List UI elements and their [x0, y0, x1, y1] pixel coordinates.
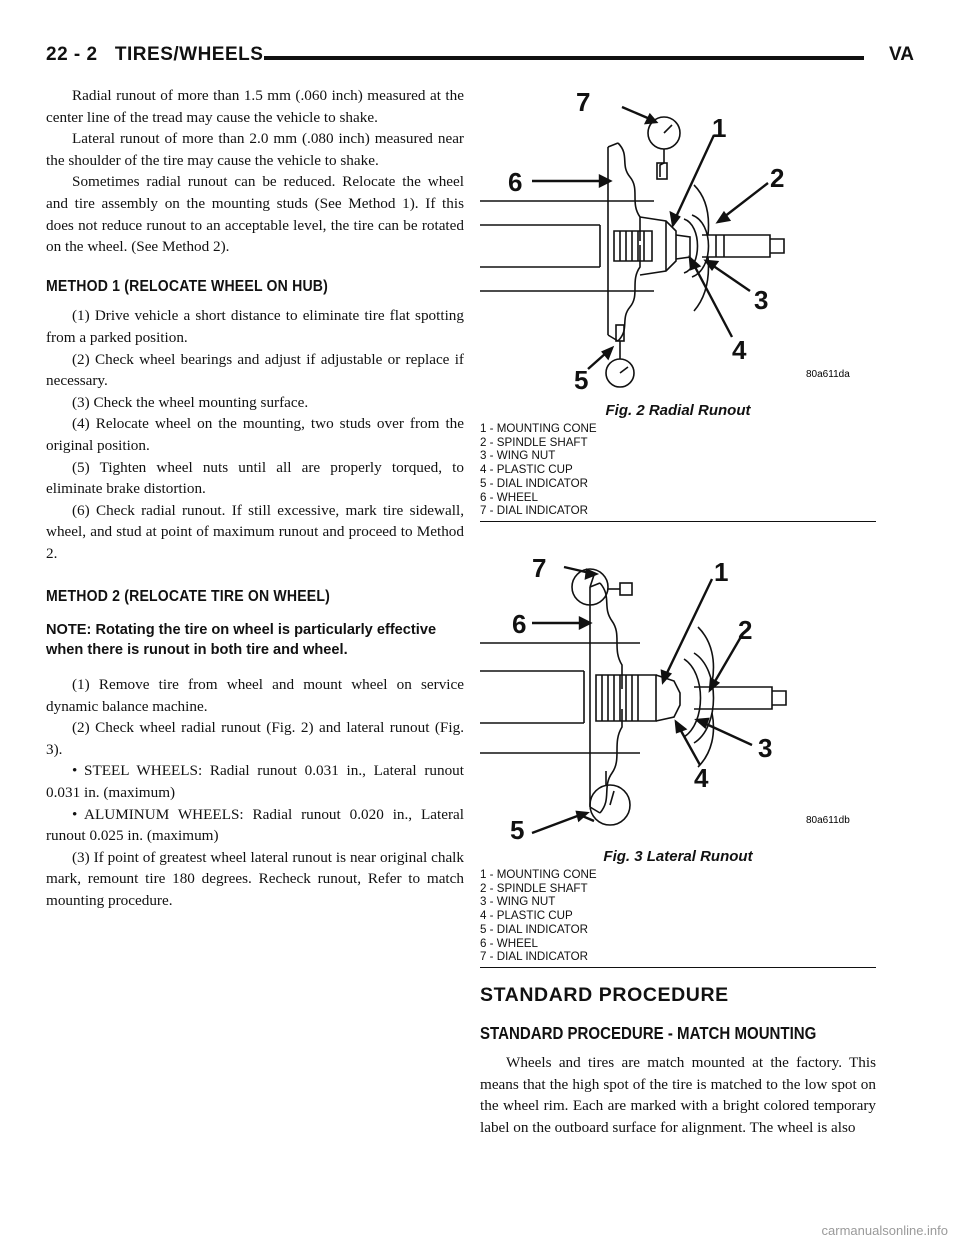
bullet-steel-text: STEEL WHEELS: Radial runout 0.031 in., Lateral runout 0.031 in. (maximum) [46, 762, 464, 802]
match-mounting-text: Wheels and tires are match mounted at the factory. This means that the high spot of the tire is matched to the low spot on the wheel rim. Each are marked with a bright colored temporary label on the outboard surface for alignment. The wheel is also [480, 1053, 876, 1136]
fig3-callout-6: 6 [512, 609, 527, 639]
fig2-callout-5: 5 [574, 365, 589, 391]
paragraph-relocate: Sometimes radial runout can be reduced. Relocate the wheel and tire assembly on the mounting studs (See Method 1). If this does not reduce runout to an acceptable level, the tire can be rotated on the wheel. (See Method 2). [46, 173, 464, 256]
fig2-legend-item: 3 - WING NUT [480, 449, 556, 463]
header-section-label: 22 - 2 TIRES/WHEELS [46, 44, 264, 65]
fig2-callout-4: 4 [732, 335, 747, 365]
fig2-callout-3: 3 [754, 285, 769, 315]
bullet-aluminum-text: ALUMINUM WHEELS: Radial runout 0.020 in., Lateral runout 0.025 in. (maximum) [46, 805, 464, 845]
fig3-legend-item: 4 - PLASTIC CUP [480, 909, 573, 923]
fig3-callout-5: 5 [510, 815, 525, 841]
method-1-step-5: (5) Tighten wheel nuts until all are properly torqued, to eliminate brake distortion. [46, 458, 464, 498]
fig2-legend [480, 422, 876, 518]
header-rule [264, 56, 864, 60]
fig3-callout-1: 1 [714, 557, 729, 587]
fig2-legend-item: 4 - PLASTIC CUP [480, 463, 573, 477]
fig2-callout-1: 1 [712, 113, 727, 143]
note-text: NOTE: Rotating the tire on wheel is particularly effective when there is runout in both tire and wheel. [46, 622, 437, 659]
method-2-step-2: (2) Check wheel radial runout (Fig. 2) and lateral runout (Fig. 3). [46, 719, 464, 758]
bullet-aluminum-wheels [46, 804, 464, 847]
fig3-legend-item: 2 - SPINDLE SHAFT [480, 881, 588, 895]
fig2-legend-item: 7 - DIAL INDICATOR [480, 504, 589, 518]
fig2-legend-item: 5 - DIAL INDICATOR [480, 476, 589, 490]
fig3-legend [480, 868, 876, 964]
method-1-heading: METHOD 1 (RELOCATE WHEEL ON HUB) [46, 277, 329, 295]
fig2-legend-item: 1 - MOUNTING CONE [480, 422, 597, 435]
fig3-callout-4: 4 [694, 763, 709, 793]
method-1-step-1: (1) Drive vehicle a short distance to eliminate tire flat spotting from a parked position. [46, 307, 464, 346]
method-1-step-3: (3) Check the wheel mounting surface. [72, 393, 309, 411]
fig3-image-code: 80a611db [806, 815, 850, 826]
method-1-step-2: (2) Check wheel bearings and adjust if adjustable or replace if necessary. [46, 350, 464, 390]
method-2-heading: METHOD 2 (RELOCATE TIRE ON WHEEL) [46, 588, 331, 606]
fig2-rule [480, 521, 876, 522]
fig3-callout-3: 3 [758, 733, 773, 763]
figure-3 [480, 557, 876, 968]
fig2-legend-item: 2 - SPINDLE SHAFT [480, 435, 588, 449]
fig3-legend-item: 7 - DIAL INDICATOR [480, 950, 589, 964]
fig2-callout-7: 7 [576, 87, 591, 117]
bullet-dot: • [72, 805, 78, 823]
method-1-step-6: (6) Check radial runout. If still excessive, mark tire sidewall, wheel, and stud at point of maximum runout and proceed to Method 2. [46, 501, 464, 562]
watermark: carmanualsonline.info [821, 1223, 948, 1238]
fig3-rule [480, 967, 876, 968]
bullet-dot: • [72, 762, 78, 780]
standard-procedure-section [480, 984, 876, 1138]
fig3-legend-item: 3 - WING NUT [480, 895, 556, 909]
fig3-callout-2: 2 [738, 615, 753, 645]
fig2-image-code: 80a611da [806, 369, 850, 380]
lateral-runout-illustration [480, 557, 876, 841]
page-header [46, 44, 914, 74]
fig3-legend-item: 1 - MOUNTING CONE [480, 868, 597, 881]
paragraph-radial: Radial runout of more than 1.5 mm (.060 inch) measured at the center line of the tread may cause the vehicle to shake. [46, 87, 464, 126]
left-column [46, 85, 464, 912]
radial-runout-illustration [480, 85, 876, 391]
paragraph-lateral: Lateral runout of more than 2.0 mm (.080 inch) measured near the shoulder of the tire may cause the vehicle to shake. [46, 130, 464, 169]
fig3-legend-item: 6 - WHEEL [480, 936, 538, 950]
fig2-legend-item: 6 - WHEEL [480, 490, 538, 504]
figure-2 [480, 85, 876, 518]
right-column [480, 85, 876, 1138]
method-2-step-1: (1) Remove tire from wheel and mount wheel on service dynamic balance machine. [46, 676, 464, 715]
fig2-callout-2: 2 [770, 163, 785, 193]
fig3-title: Fig. 3 Lateral Runout [603, 848, 753, 865]
method-1-step-4: (4) Relocate wheel on the mounting, two studs over from the original position. [46, 415, 464, 454]
standard-procedure-heading: STANDARD PROCEDURE [480, 983, 729, 1006]
match-mounting-heading: STANDARD PROCEDURE - MATCH MOUNTING [480, 1022, 817, 1043]
header-model-code: VA [889, 44, 914, 65]
fig3-callout-7: 7 [532, 557, 547, 583]
fig2-callout-6: 6 [508, 167, 523, 197]
fig2-title: Fig. 2 Radial Runout [605, 402, 751, 419]
bullet-steel-wheels [46, 760, 464, 803]
fig3-legend-item: 5 - DIAL INDICATOR [480, 922, 589, 936]
method-2-step-3: (3) If point of greatest wheel lateral runout is near original chalk mark, remount tire 180 degrees. Recheck runout, Refer to match mounting procedure. [46, 848, 464, 909]
